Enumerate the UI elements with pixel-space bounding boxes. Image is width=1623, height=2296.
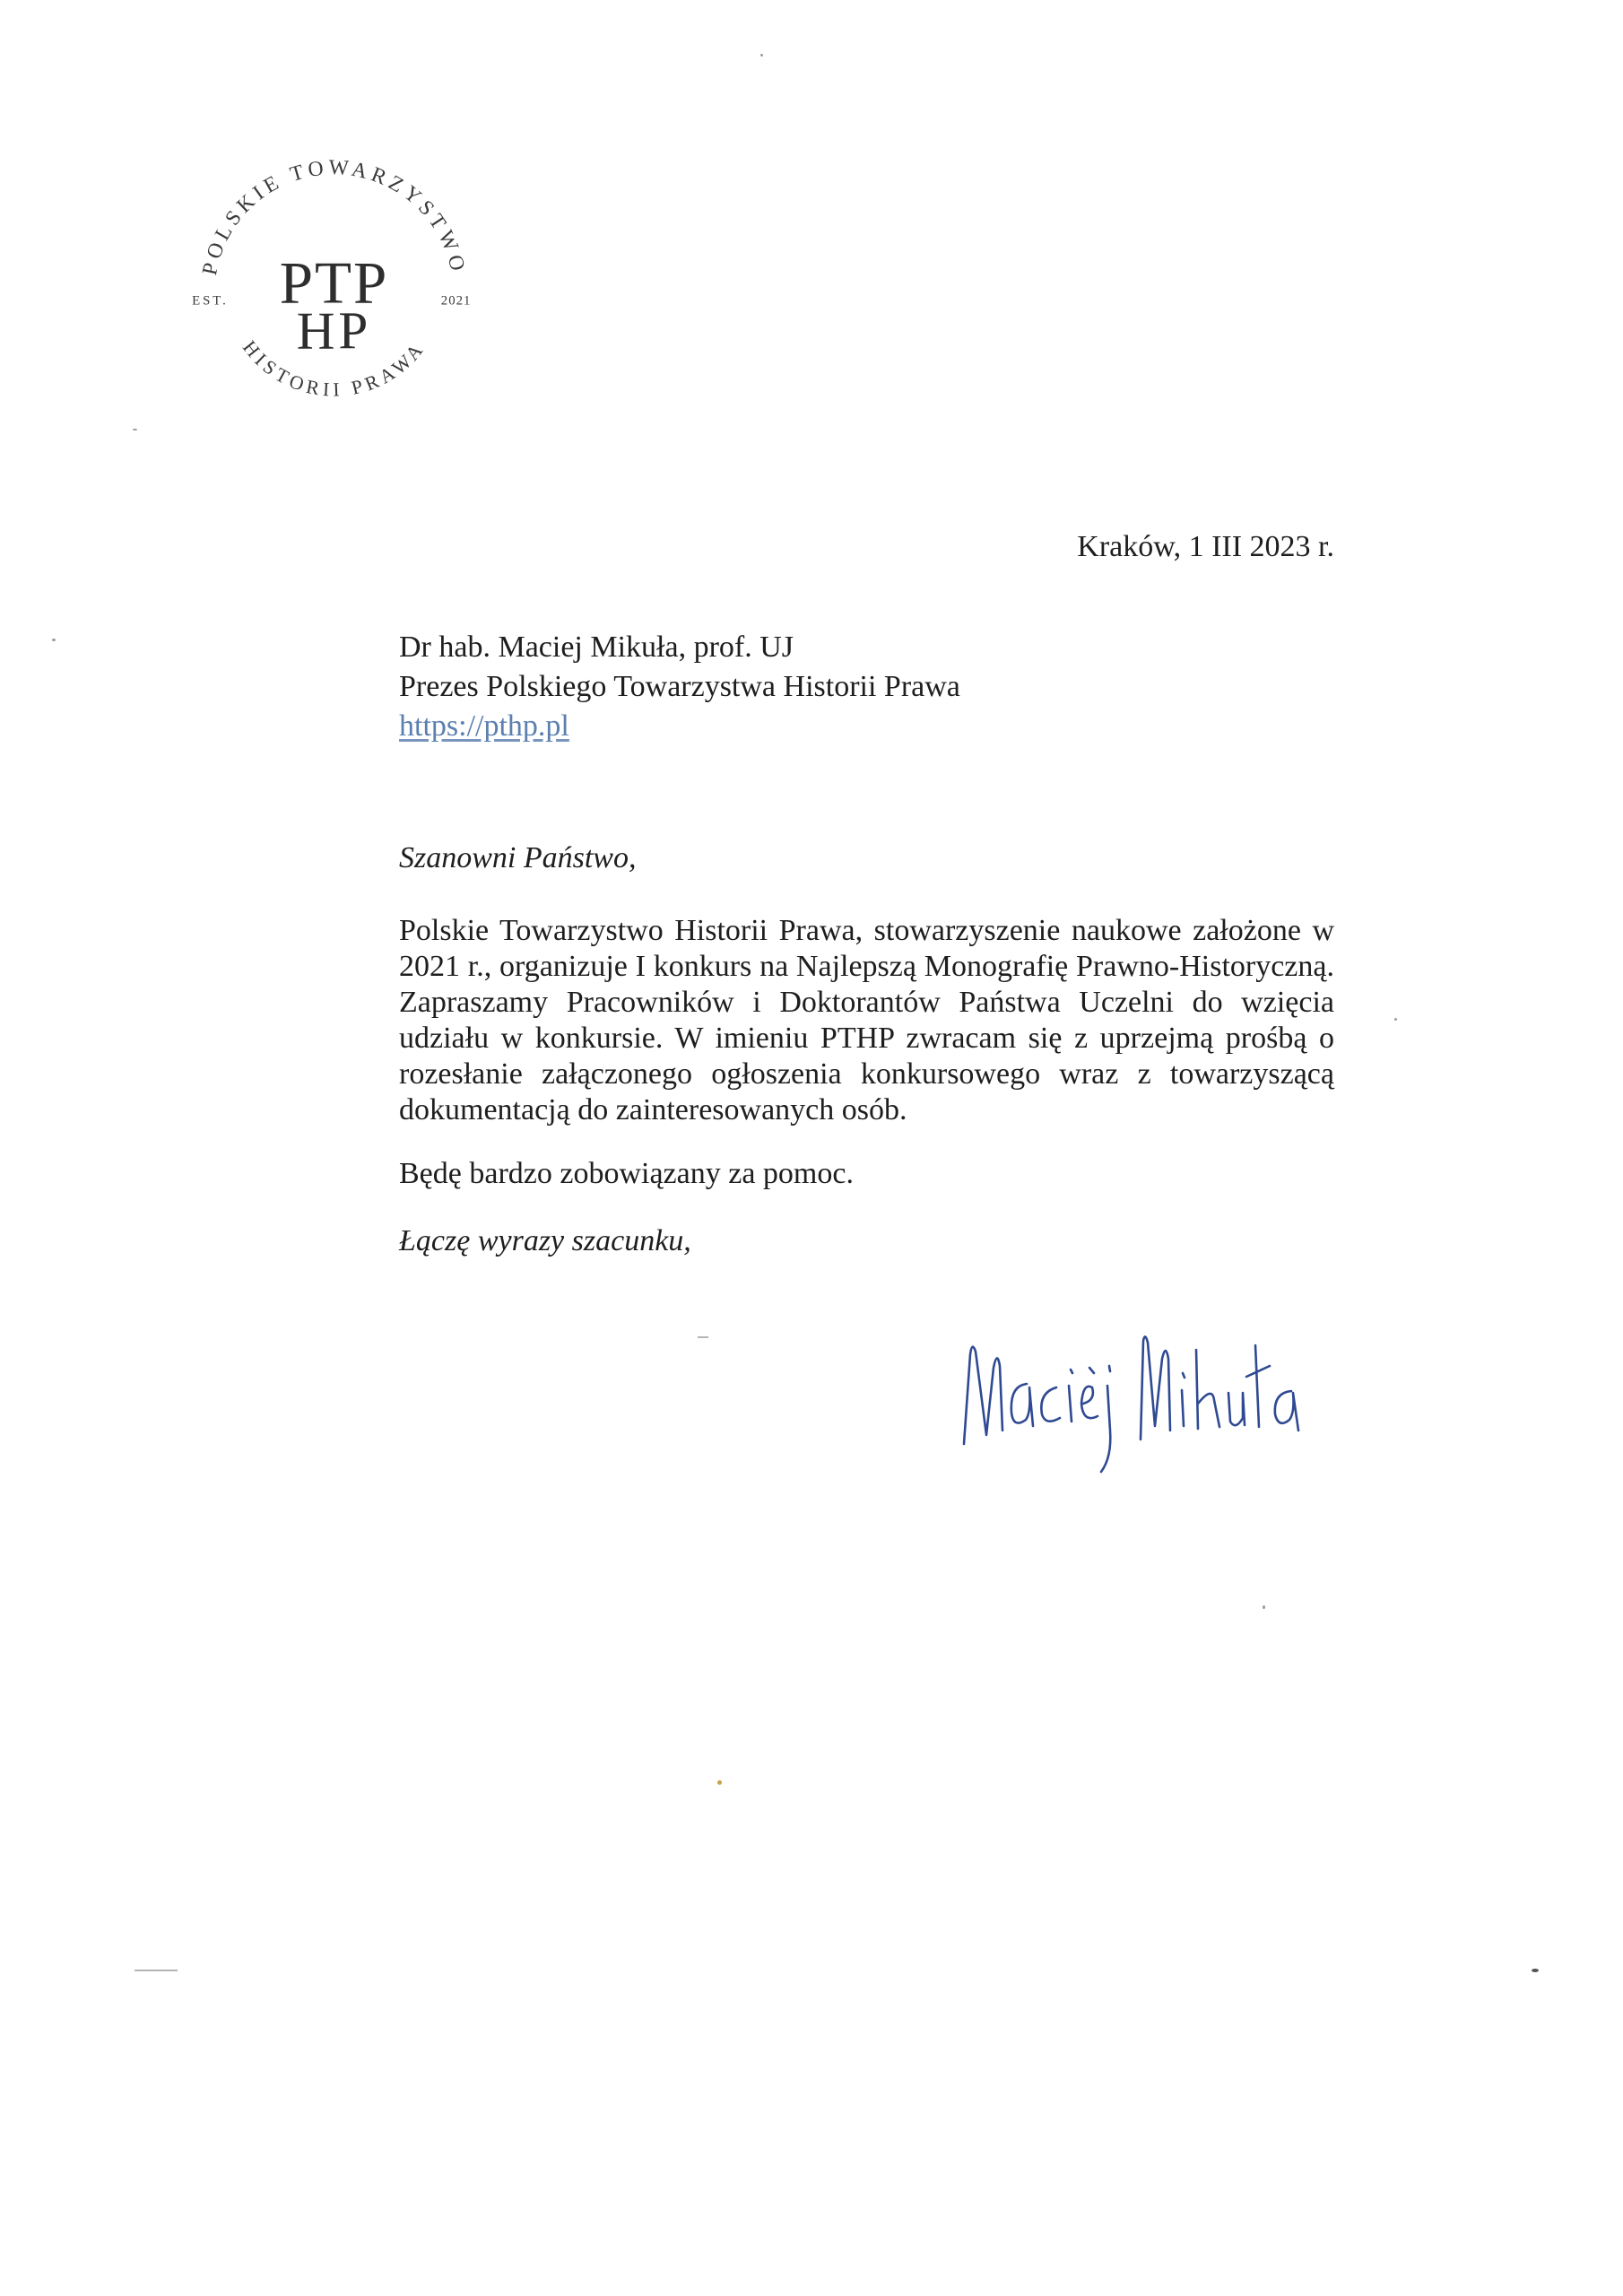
- scan-speck: [717, 1780, 722, 1785]
- scan-speck: [52, 639, 56, 641]
- letter-date: Kraków, 1 III 2023 r.: [1077, 530, 1334, 563]
- letter-thanks: Będę bardzo zobowiązany za pomoc.: [399, 1157, 854, 1190]
- logo-monogram-bottom: HP: [296, 300, 372, 361]
- logo-seal-graphic: [175, 135, 493, 453]
- letter-greeting: Szanowni Państwo,: [399, 841, 637, 874]
- logo-est-label: EST.: [192, 293, 229, 309]
- signature-graphic: [950, 1314, 1309, 1493]
- logo-est-year: 2021: [440, 293, 472, 309]
- letter-closing: Łączę wyrazy szacunku,: [399, 1224, 691, 1257]
- scan-mark: [135, 1970, 178, 1971]
- logo-arc-text-top: POLSKIE TOWARZYSTWO: [197, 155, 471, 278]
- website-link[interactable]: https://pthp.pl: [399, 709, 569, 743]
- scan-speck: [1532, 1969, 1539, 1972]
- scan-speck: [1394, 1018, 1397, 1021]
- logo-monogram-top: PTP: [279, 248, 389, 317]
- recipient-title: Prezes Polskiego Towarzystwa Historii Prawa: [399, 670, 960, 703]
- logo-arc-text-bottom: HISTORII PRAWA: [238, 336, 430, 401]
- scan-speck: [133, 429, 137, 430]
- scan-speck: [1263, 1605, 1265, 1609]
- pthp-logo-seal: [175, 135, 493, 453]
- recipient-block: [399, 628, 960, 746]
- handwritten-signature: [950, 1314, 1309, 1493]
- scan-speck: [760, 54, 763, 57]
- recipient-name: Dr hab. Maciej Mikuła, prof. UJ: [399, 631, 794, 664]
- letter-body: Polskie Towarzystwo Historii Prawa, stowarzyszenie naukowe założone w 2021 r., organizuje I konkurs na Najlepszą Monografię Prawno-Historyczną. Zapraszamy Pracowników i Doktorantów Państwa Uczelni do wzięcia udziału w konkursie. W imieniu PTHP zwracam się z uprzejmą prośbą o rozesłanie załączonego ogłoszenia konkursowego wraz z towarzyszącą dokumentacją do zainteresowanych osób.: [399, 914, 1334, 1126]
- scan-mark: [698, 1336, 708, 1338]
